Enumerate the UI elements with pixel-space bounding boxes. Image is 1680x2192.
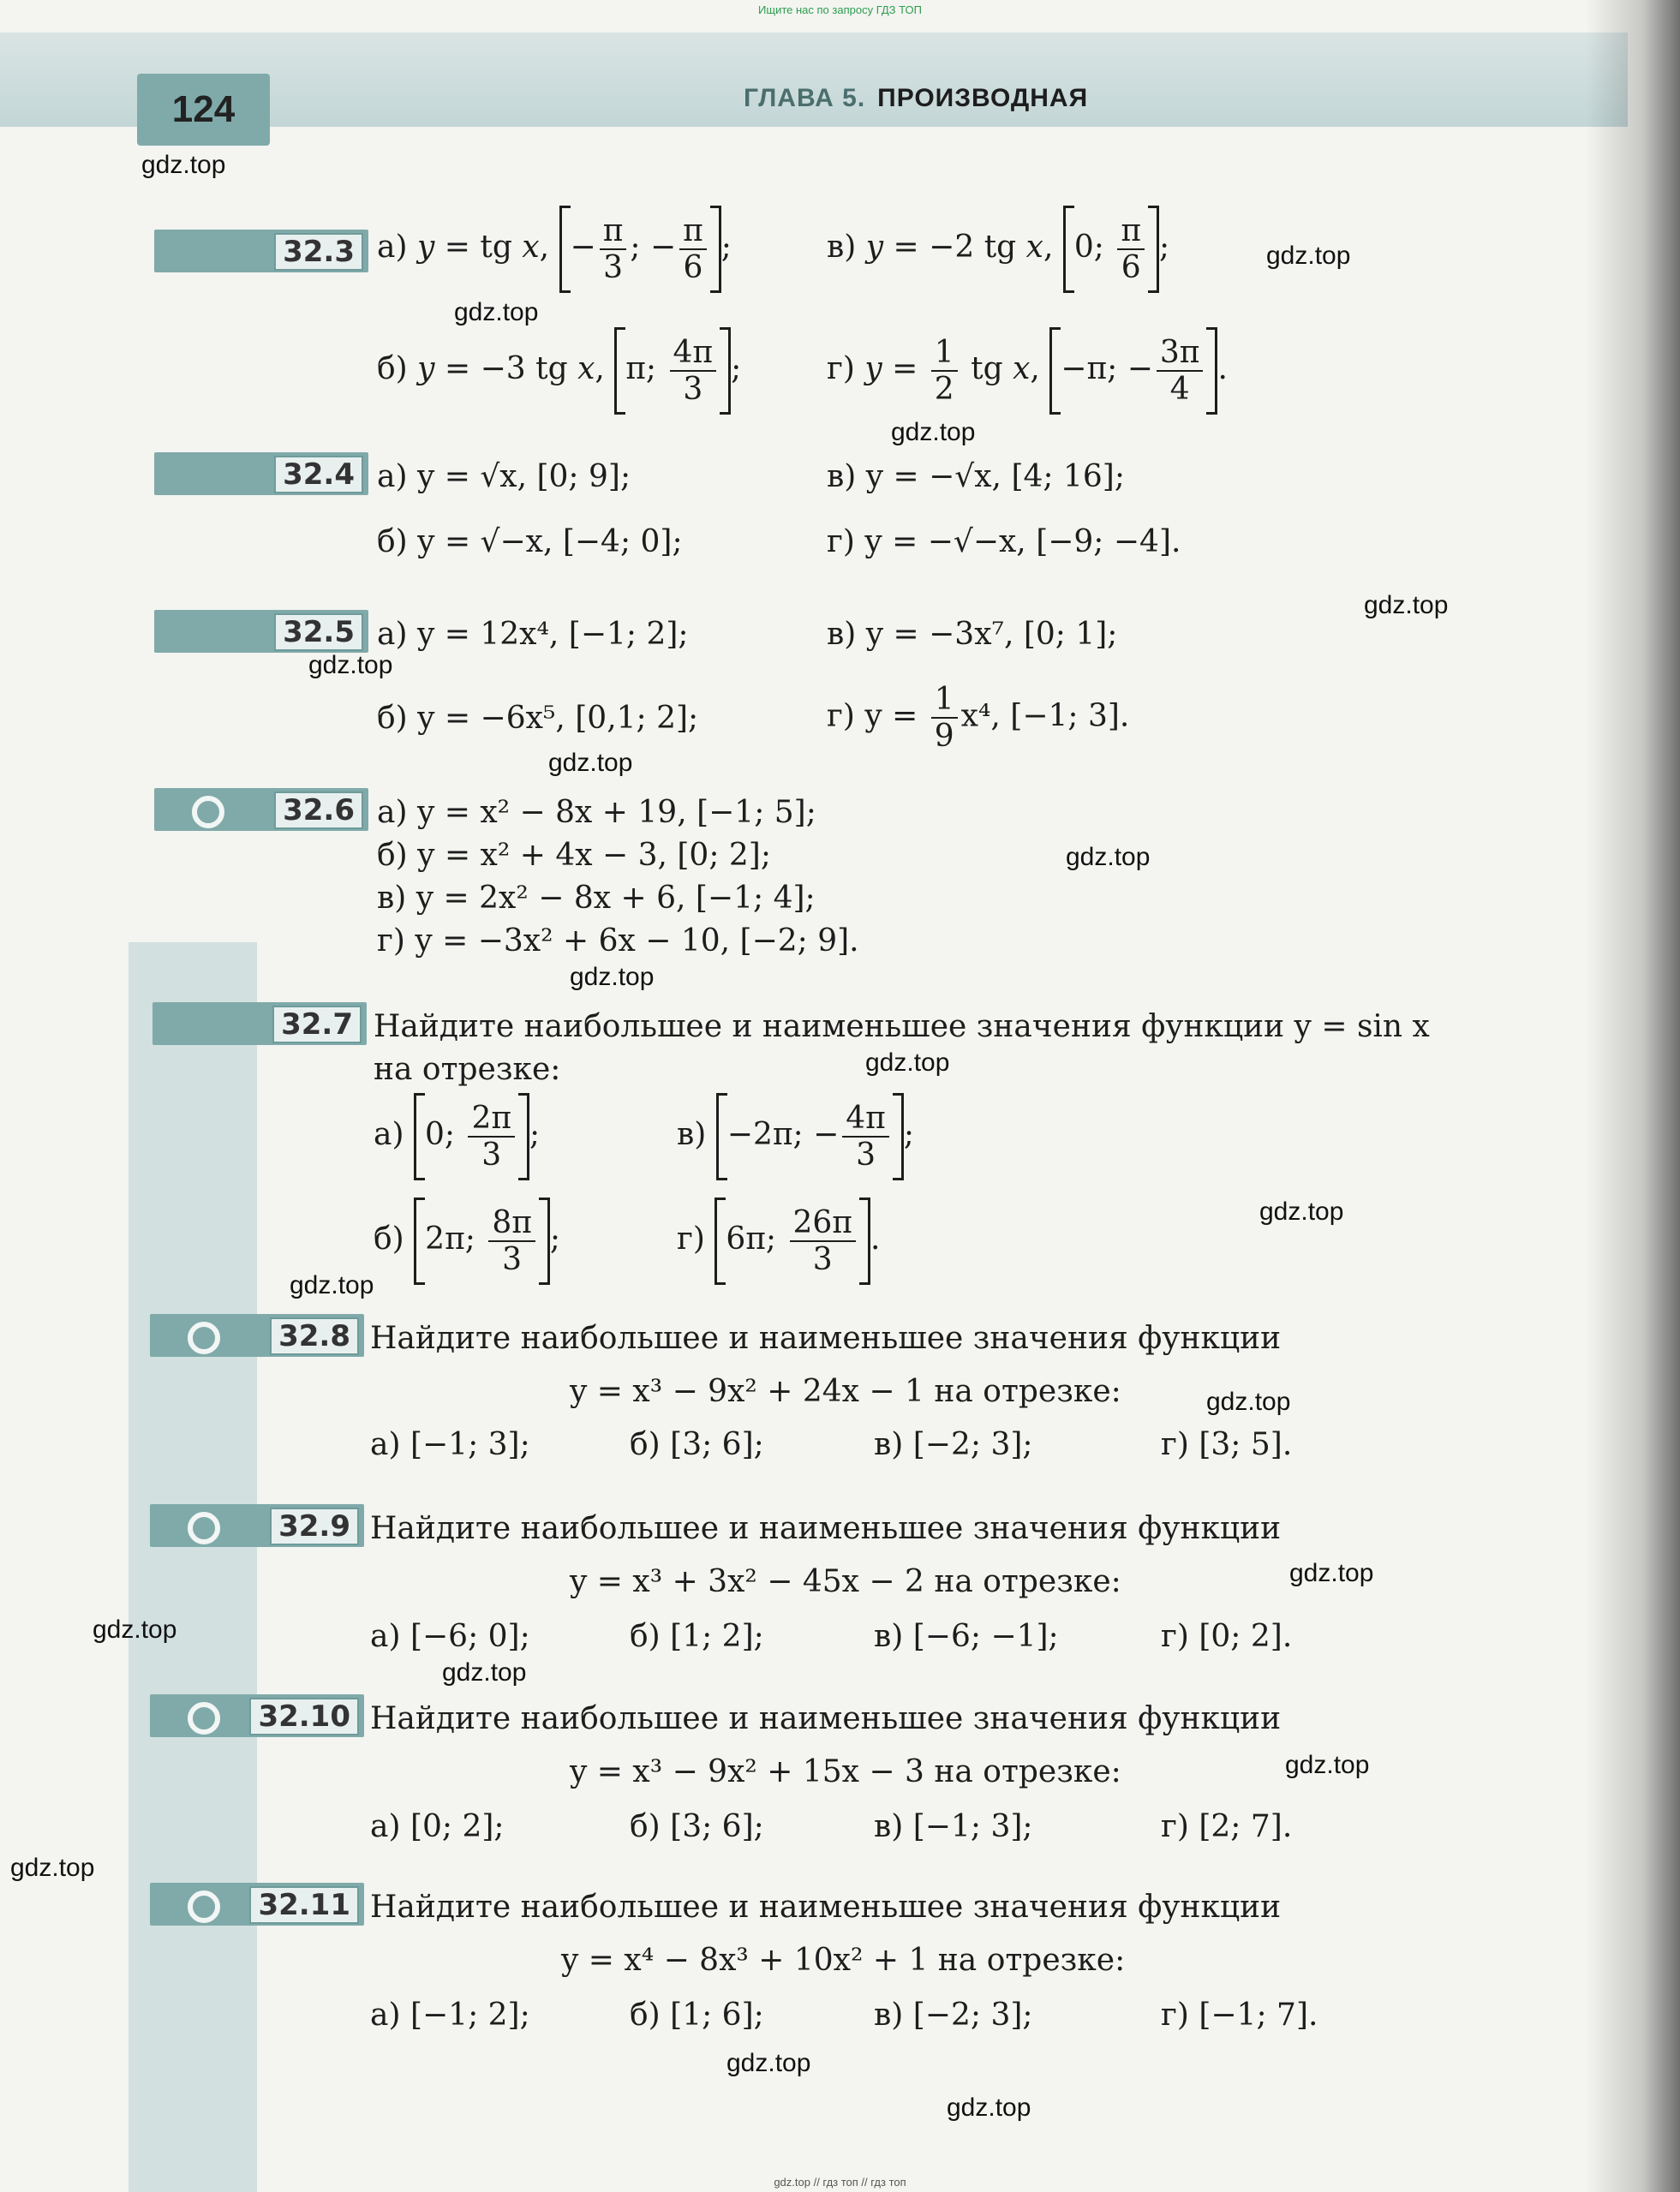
watermark: gdz.top (1289, 1559, 1374, 1587)
task-32-7-v: в) −2π; − $\frac{4\pi}{3}$ ; (677, 1093, 914, 1180)
task-number: 32.7 (272, 1006, 362, 1043)
task-number: 32.6 (274, 791, 363, 829)
task-32-5-g: г) y = $\frac{1}{9}$ x⁴, [−1; 3]. (827, 682, 1130, 755)
watermark: gdz.top (891, 418, 976, 446)
task-32-8-func: y = x³ − 9x² + 24x − 1 на отрезке: (570, 1374, 1121, 1409)
watermark: gdz.top (1206, 1388, 1291, 1416)
task-32-10-a: а) [0; 2]; (370, 1809, 505, 1844)
task-32-3-b: б) y = −3 tg x, π; $\frac{4\pi}{3}$ ; (377, 327, 741, 415)
task-32-10-b: б) [3; 6]; (630, 1809, 764, 1844)
task-32-5-b: б) y = −6x⁵, [0,1; 2]; (377, 701, 699, 736)
task-32-3-g: г) y = $\frac{1}{2}$ tg x, −π; − $\frac{3\pi}{4}$ . (827, 327, 1228, 415)
task-32-7-b: б) 2π; $\frac{8\pi}{3}$ ; (374, 1198, 560, 1285)
task-badge (154, 452, 368, 495)
task-badge (152, 1002, 367, 1045)
task-32-7-g: г) 6π; $\frac{26\pi}{3}$ . (677, 1198, 880, 1285)
task-32-10-g: г) [2; 7]. (1161, 1809, 1293, 1844)
chapter-label: ГЛАВА 5. (744, 84, 866, 112)
task-32-7-text: Найдите наибольшее и наименьшее значения функции y = sin x (374, 1009, 1430, 1044)
task-32-8-b: б) [3; 6]; (630, 1427, 764, 1462)
task-badge (154, 230, 368, 272)
difficulty-circle-icon (188, 1322, 220, 1354)
watermark: gdz.top (548, 749, 633, 777)
watermark: gdz.top (93, 1616, 177, 1644)
page-edge-shadow (1586, 0, 1680, 2192)
task-32-3-v: в) y = −2 tg x, 0; $\frac{\pi}{6}$ ; (827, 206, 1169, 293)
task-32-8-a: а) [−1; 3]; (370, 1427, 530, 1462)
task-32-5-a: а) y = 12x⁴, [−1; 2]; (377, 617, 689, 652)
task-32-8-g: г) [3; 5]. (1161, 1427, 1293, 1462)
watermark: gdz.top (290, 1271, 374, 1299)
item-text: x⁴, [−1; 3]. (960, 698, 1130, 734)
task-32-6-g: г) y = −3x² + 6x − 10, [−2; 9]. (377, 923, 859, 959)
task-badge (150, 1883, 364, 1926)
task-32-4-v: в) y = −√x, [4; 16]; (827, 459, 1125, 494)
task-32-4-b: б) y = √−x, [−4; 0]; (377, 524, 683, 559)
watermark: gdz.top (865, 1048, 950, 1077)
task-badge (154, 610, 368, 653)
top-note: Ищите нас по запросу ГДЗ ТОП (758, 3, 922, 16)
item-label: г) (677, 1221, 705, 1257)
difficulty-circle-icon (188, 1512, 220, 1544)
item-label: в) (827, 230, 857, 265)
task-32-8-v: в) [−2; 3]; (874, 1427, 1033, 1462)
task-32-7-a: а) 0; $\frac{2\pi}{3}$ ; (374, 1093, 540, 1180)
task-32-11-b: б) [1; 6]; (630, 1998, 764, 2033)
task-32-9-v: в) [−6; −1]; (874, 1619, 1059, 1654)
watermark: gdz.top (454, 298, 539, 326)
watermark: gdz.top (308, 651, 393, 679)
chapter-name: ПРОИЗВОДНАЯ (877, 84, 1089, 112)
task-number: 32.9 (270, 1508, 359, 1545)
task-badge (154, 788, 368, 831)
watermark: gdz.top (141, 151, 226, 179)
watermark: gdz.top (947, 2093, 1031, 2122)
item-label: б) (377, 351, 408, 386)
chapter-title (744, 84, 1088, 113)
watermark: gdz.top (726, 2049, 811, 2077)
task-number: 32.8 (270, 1317, 359, 1355)
task-32-10-text: Найдите наибольшее и наименьшее значения функции (370, 1701, 1282, 1736)
task-32-4-a: а) y = √x, [0; 9]; (377, 459, 631, 494)
task-32-6-v: в) y = 2x² − 8x + 6, [−1; 4]; (377, 881, 816, 916)
task-32-6-a: а) y = x² − 8x + 19, [−1; 5]; (377, 795, 816, 830)
watermark: gdz.top (570, 963, 655, 991)
task-badge (150, 1314, 364, 1357)
task-32-11-func: y = x⁴ − 8x³ + 10x² + 1 на отрезке: (561, 1943, 1126, 1978)
task-32-8-text: Найдите наибольшее и наименьшее значения функции (370, 1321, 1282, 1356)
task-number: 32.3 (274, 233, 363, 271)
task-32-6-b: б) y = x² + 4x − 3, [0; 2]; (377, 838, 771, 873)
watermark: gdz.top (1259, 1198, 1344, 1226)
difficulty-circle-icon (188, 1890, 220, 1923)
task-32-11-text: Найдите наибольшее и наименьшее значения функции (370, 1890, 1282, 1925)
task-32-10-v: в) [−1; 3]; (874, 1809, 1033, 1844)
difficulty-circle-icon (188, 1702, 220, 1735)
task-32-9-b: б) [1; 2]; (630, 1619, 764, 1654)
watermark: gdz.top (1266, 242, 1351, 270)
task-number: 32.5 (274, 613, 363, 651)
task-32-11-a: а) [−1; 2]; (370, 1998, 530, 2033)
task-32-4-g: г) y = −√−x, [−9; −4]. (827, 524, 1181, 559)
left-margin-strip (129, 942, 257, 2192)
task-badge (150, 1694, 364, 1737)
task-32-9-func: y = x³ + 3x² − 45x − 2 на отрезке: (570, 1564, 1121, 1599)
page-number: 124 (137, 74, 270, 146)
item-label: а) (374, 1117, 404, 1152)
task-32-9-text: Найдите наибольшее и наименьшее значения функции (370, 1511, 1282, 1546)
item-label: б) (374, 1221, 404, 1257)
task-32-5-v: в) y = −3x⁷, [0; 1]; (827, 617, 1118, 652)
task-32-11-v: в) [−2; 3]; (874, 1998, 1033, 2033)
item-label: а) (377, 230, 408, 265)
task-32-11-g: г) [−1; 7]. (1161, 1998, 1318, 2033)
watermark: gdz.top (10, 1854, 95, 1882)
watermark: gdz.top (1364, 591, 1449, 619)
bottom-note: gdz.top // гдз топ // гдз топ (774, 2176, 906, 2189)
item-text: г) y = (827, 698, 918, 734)
task-32-9-g: г) [0; 2]. (1161, 1619, 1293, 1654)
task-32-10-func: y = x³ − 9x² + 15x − 3 на отрезке: (570, 1754, 1121, 1789)
item-label: г) (827, 351, 855, 386)
watermark: gdz.top (1066, 843, 1151, 871)
task-32-9-a: а) [−6; 0]; (370, 1619, 530, 1654)
task-32-7-text2: на отрезке: (374, 1052, 561, 1087)
task-32-3-a: а) y = tg x, − $\frac{\pi}{3}$ ; − $\frac{\pi}{6}$ ; (377, 206, 732, 293)
task-number: 32.4 (274, 456, 363, 493)
watermark: gdz.top (442, 1658, 527, 1687)
difficulty-circle-icon (192, 796, 224, 828)
item-label: в) (677, 1117, 707, 1152)
watermark: gdz.top (1285, 1751, 1370, 1779)
task-number: 32.10 (249, 1698, 359, 1735)
task-number: 32.11 (249, 1886, 359, 1924)
task-badge (150, 1504, 364, 1547)
